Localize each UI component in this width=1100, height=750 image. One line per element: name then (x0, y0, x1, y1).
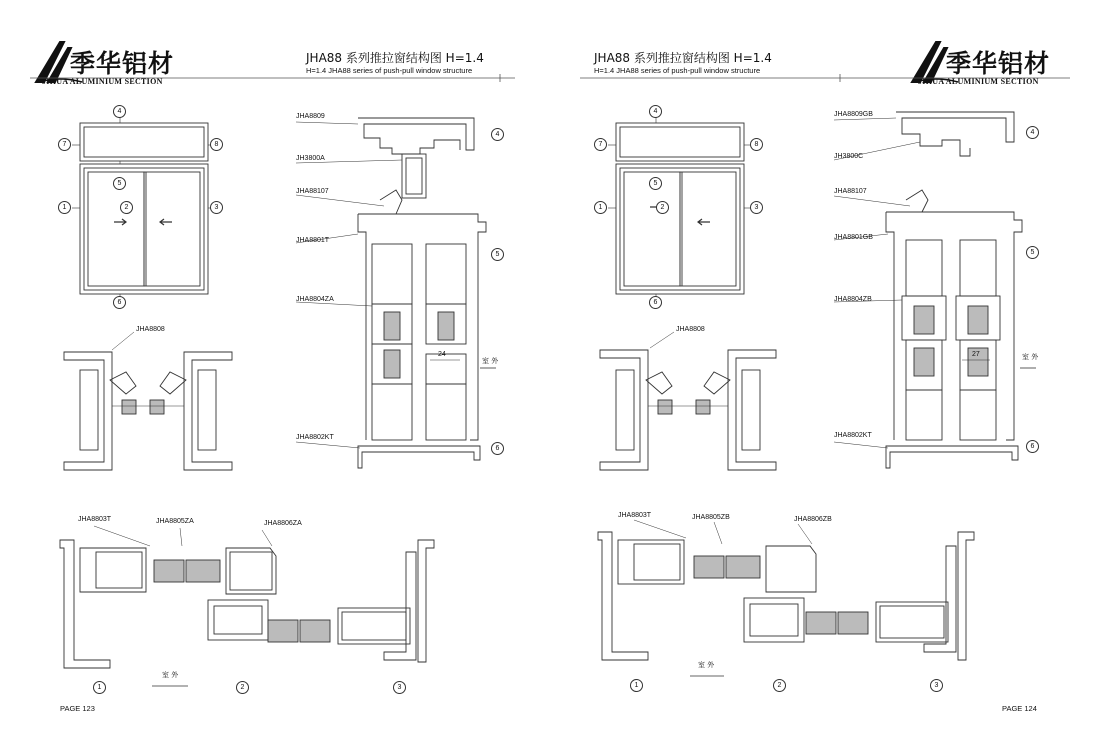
part-label: JHA8808 (136, 326, 165, 333)
marker-7: 7 (58, 138, 71, 151)
brand-name: 季华铝材 (70, 49, 175, 78)
window-elevation (72, 116, 214, 300)
marker-3: 3 (750, 201, 763, 214)
dimension-label: 24 (438, 351, 446, 358)
part-label: JHA8808 (676, 326, 705, 333)
marker-4: 4 (113, 105, 126, 118)
part-label: JHA8802KT (834, 432, 872, 439)
part-label: JHA8806ZB (794, 516, 832, 523)
marker-5: 5 (113, 177, 126, 190)
marker-2: 2 (773, 679, 786, 692)
outdoor-label: 室 外 (698, 661, 715, 669)
marker-7: 7 (594, 138, 607, 151)
marker-5: 5 (1026, 246, 1039, 259)
part-label: JHA88107 (834, 188, 867, 195)
part-label: JHA8805ZB (692, 514, 730, 521)
part-label: JHA8801T (296, 237, 330, 244)
part-label: JHA8804ZB (834, 296, 872, 303)
marker-2: 2 (236, 681, 249, 694)
marker-5: 5 (491, 248, 504, 261)
part-label: JHA8802KT (296, 434, 334, 441)
part-label: JHA8809 (296, 113, 325, 120)
marker-3: 3 (210, 201, 223, 214)
brand-english: JIHUA ALUMINIUM SECTION (42, 77, 163, 86)
part-label: JHA88107 (296, 188, 329, 195)
page-title: JHA88 系列推拉窗结构图 H=1.4 (594, 51, 772, 65)
horizontal-section (598, 520, 974, 676)
marker-6: 6 (649, 296, 662, 309)
marker-6: 6 (113, 296, 126, 309)
page-number: PAGE 123 (60, 704, 95, 713)
marker-3: 3 (930, 679, 943, 692)
brand-english: JIHUA ALUMINIUM SECTION (918, 77, 1039, 86)
horizontal-section (60, 526, 434, 686)
part-label: JHA8805ZA (156, 518, 194, 525)
outdoor-label: 室 外 (162, 671, 179, 679)
vertical-section (834, 112, 1039, 468)
interlock-section (64, 332, 232, 470)
dimension-label: 27 (972, 351, 980, 358)
part-label: JHA8803T (78, 516, 112, 523)
page-subtitle: H=1.4 JHA88 series of push-pull window structure (306, 66, 473, 75)
marker-2: 2 (120, 201, 133, 214)
marker-1: 1 (594, 201, 607, 214)
page-subtitle: H=1.4 JHA88 series of push-pull window structure (594, 66, 761, 75)
marker-8: 8 (750, 138, 763, 151)
part-label: JH3800C (834, 153, 864, 160)
page-title: JHA88 系列推拉窗结构图 H=1.4 (306, 51, 484, 65)
marker-3: 3 (393, 681, 406, 694)
marker-5: 5 (649, 177, 662, 190)
window-elevation (608, 116, 750, 300)
marker-2: 2 (656, 201, 669, 214)
page-right (550, 0, 1100, 750)
outdoor-label: 室 外 (482, 357, 499, 365)
marker-1: 1 (58, 201, 71, 214)
marker-4: 4 (491, 128, 504, 141)
marker-8: 8 (210, 138, 223, 151)
interlock-section (600, 332, 776, 470)
vertical-section (296, 118, 499, 468)
marker-1: 1 (630, 679, 643, 692)
marker-6: 6 (491, 442, 504, 455)
drawing-right (550, 0, 1100, 750)
part-label: JHA8806ZA (264, 520, 302, 527)
marker-1: 1 (93, 681, 106, 694)
marker-6: 6 (1026, 440, 1039, 453)
part-label: JHA8809GB (834, 111, 873, 118)
marker-4: 4 (1026, 126, 1039, 139)
brand-name: 季华铝材 (946, 49, 1051, 78)
page-number: PAGE 124 (1002, 704, 1037, 713)
part-label: JHA8804ZA (296, 296, 334, 303)
part-label: JHA8801GB (834, 234, 873, 241)
outdoor-label: 室 外 (1022, 353, 1039, 361)
part-label: JHA8803T (618, 512, 652, 519)
marker-4: 4 (649, 105, 662, 118)
part-label: JH3800A (296, 155, 325, 162)
